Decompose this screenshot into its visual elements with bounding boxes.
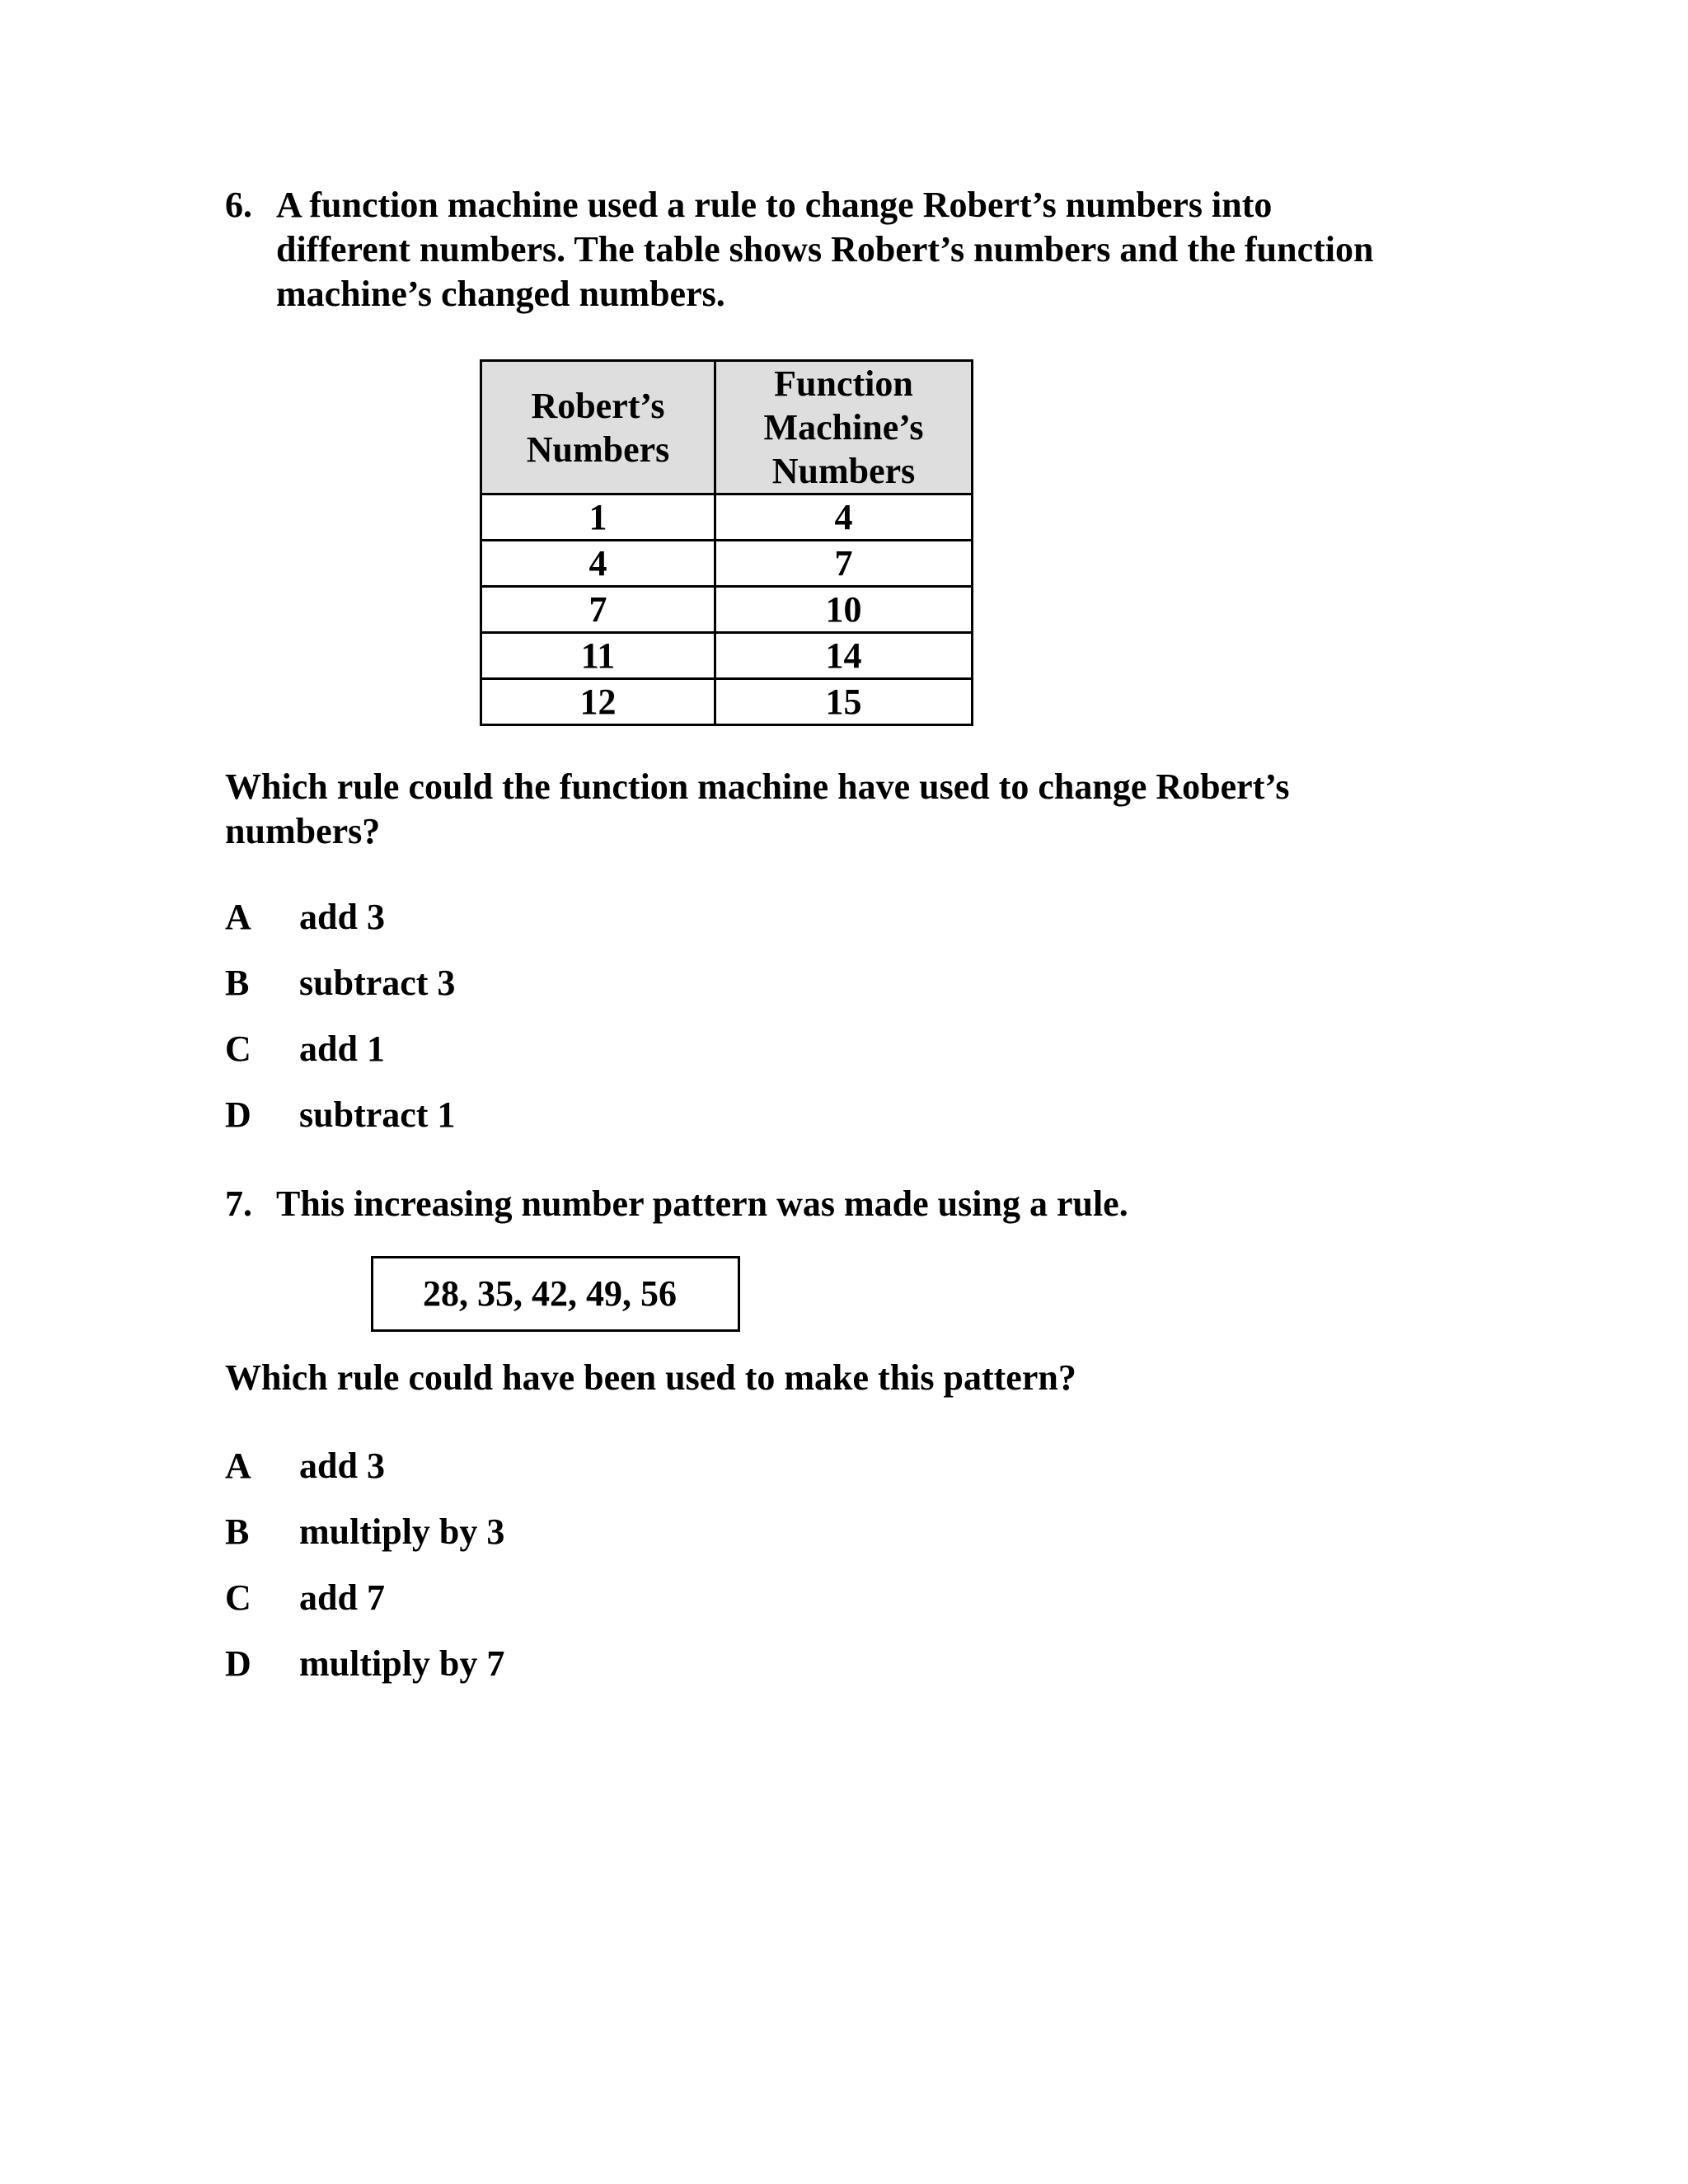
question-6-choice-a[interactable] [225,895,720,961]
header-function-machine-numbers [715,361,973,494]
table-cell: 4 [715,494,973,541]
question-7-choice-c[interactable] [225,1576,802,1642]
question-6-stem-line-3: machine’s changed numbers. [276,274,725,314]
header-roberts-line-2: Numbers [526,429,670,470]
question-7-choices [225,1444,802,1708]
table-cell: 7 [715,541,973,587]
choice-text: add 3 [299,1446,385,1486]
question-6-stem-line-2: different numbers. The table shows Robert’s numbers and the function [276,229,1374,269]
question-6-choice-d[interactable] [225,1093,720,1159]
choice-letter: C [225,1577,251,1618]
question-6-prompt [225,765,1511,854]
header-function-line-2: Machine’s [763,407,924,448]
table-cell: 4 [481,541,715,587]
question-6-choices [225,895,720,1159]
choice-text: add 7 [299,1577,385,1618]
choice-text: multiply by 7 [299,1643,505,1684]
table-cell: 12 [481,679,715,725]
choice-text: add 1 [299,1029,385,1069]
choice-text: subtract 3 [299,963,456,1003]
question-7-stem-text: This increasing number pattern was made using a rule. [276,1183,1128,1224]
header-function-line-3: Numbers [771,451,916,491]
header-roberts-line-1: Robert’s [531,385,665,426]
number-pattern: 28, 35, 42, 49, 56 [423,1273,677,1314]
question-6-stem [225,183,1511,316]
choice-text: multiply by 3 [299,1511,505,1552]
question-7-choice-b[interactable] [225,1510,802,1576]
table-cell: 1 [481,494,715,541]
table-row [481,679,973,725]
question-6-choice-b[interactable] [225,961,720,1027]
table-cell: 14 [715,633,973,679]
table-cell: 7 [481,587,715,633]
function-machine-table [480,359,973,726]
table-header-row [481,361,973,494]
choice-letter: A [225,897,251,937]
table-row [481,633,973,679]
table-cell: 10 [715,587,973,633]
choice-letter: B [225,963,250,1003]
table-cell: 15 [715,679,973,725]
question-7-choice-a[interactable] [225,1444,802,1510]
question-7-number: 7. [225,1183,252,1224]
choice-letter: B [225,1511,250,1552]
question-7-prompt [225,1356,1511,1400]
table-cell: 11 [481,633,715,679]
choice-letter: D [225,1643,251,1684]
question-7-choice-d[interactable] [225,1642,802,1708]
table-row [481,541,973,587]
table-row [481,494,973,541]
question-6-prompt-line-1: Which rule could the function machine have used to change Robert’s [225,766,1290,807]
question-6-prompt-line-2: numbers? [225,811,381,851]
question-6-stem-line-1: A function machine used a rule to change Robert’s numbers into [276,185,1273,225]
choice-letter: C [225,1029,251,1069]
choice-text: add 3 [299,897,385,937]
question-6-choice-c[interactable] [225,1027,720,1093]
table-row [481,587,973,633]
question-7-prompt-text: Which rule could have been used to make this pattern? [225,1357,1076,1398]
header-roberts-numbers [481,361,715,494]
choice-letter: A [225,1446,251,1486]
question-6-number: 6. [225,185,252,225]
question-7-stem [225,1182,1511,1226]
number-pattern-box [371,1256,740,1332]
header-function-line-1: Function [774,363,913,404]
choice-letter: D [225,1094,251,1135]
choice-text: subtract 1 [299,1094,456,1135]
